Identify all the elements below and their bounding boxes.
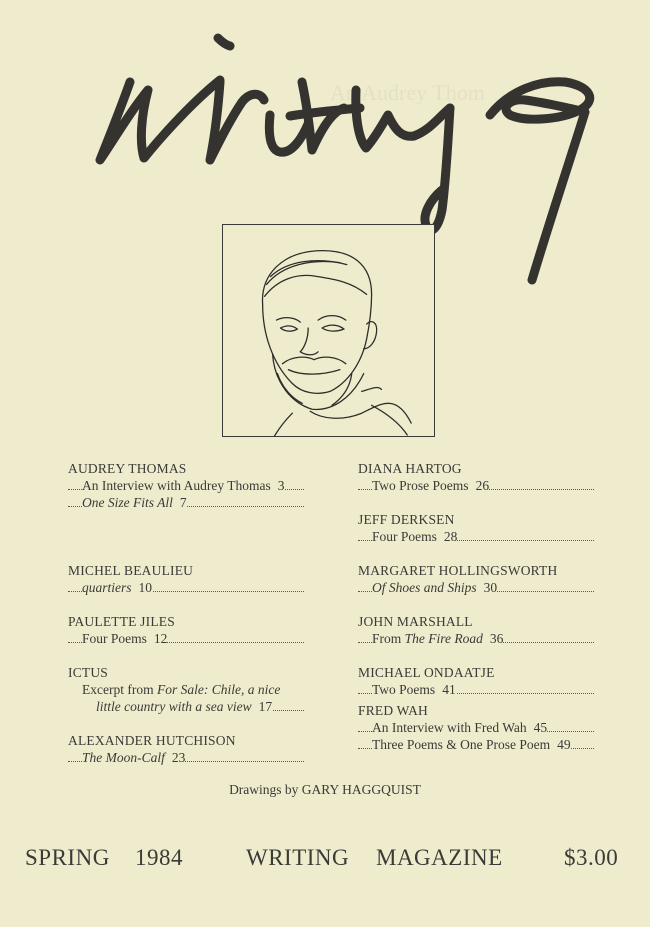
illustration-credit: Drawings by GARY HAGGQUIST (229, 782, 421, 797)
toc-entry[interactable] (358, 579, 594, 596)
entry-title: Of Shoes and Ships (372, 580, 480, 595)
portrait-illustration (223, 225, 434, 436)
toc-entry[interactable] (358, 528, 594, 545)
entry-title: An Interview with Audrey Thomas (82, 478, 274, 493)
entry-title: For Sale: Chile, a nice (156, 682, 281, 697)
entry-title: Four Poems (82, 631, 150, 646)
author-name: PAULETTE JILES (68, 614, 175, 629)
toc-entry[interactable] (68, 698, 304, 715)
page-number: 28 (440, 529, 458, 544)
toc-entry[interactable] (358, 477, 594, 494)
entry-title: Two Poems (372, 682, 438, 697)
toc-block (68, 562, 304, 596)
toc-entry[interactable] (68, 749, 304, 766)
page-number: 12 (150, 631, 168, 646)
toc-block (358, 562, 594, 596)
entry-title: Four Poems (372, 529, 440, 544)
toc-entry[interactable] (68, 630, 304, 647)
page-number: 30 (480, 580, 498, 595)
publication-name: WRITING (246, 845, 350, 870)
toc-entry[interactable] (358, 719, 594, 736)
author-name: JEFF DERKSEN (358, 512, 455, 527)
entry-title: quartiers (82, 580, 135, 595)
entry-prefix: Excerpt from (82, 682, 154, 697)
publication-name-2: MAGAZINE (376, 845, 503, 870)
entry-title: Three Poems & One Prose Poem (372, 737, 553, 752)
toc-entry[interactable] (358, 736, 594, 753)
entry-title: The Fire Road (404, 631, 483, 646)
issue-year: 1984 (135, 845, 183, 870)
toc-entry[interactable] (358, 681, 594, 698)
author-name: JOHN MARSHALL (358, 614, 473, 629)
toc-entry[interactable] (68, 579, 304, 596)
toc-entry[interactable] (68, 494, 304, 511)
toc-block (358, 664, 594, 698)
entry-title: The Moon-Calf (82, 750, 168, 765)
toc-entry[interactable] (358, 630, 594, 647)
author-name: ALEXANDER HUTCHISON (68, 733, 236, 748)
page-number: 26 (472, 478, 490, 493)
entry-title: An Interview with Fred Wah (372, 720, 530, 735)
toc-block (358, 511, 594, 545)
page-number: 7 (176, 495, 187, 510)
toc-left-column (68, 460, 304, 783)
page-number: 10 (135, 580, 153, 595)
toc-entry[interactable] (68, 477, 304, 494)
toc-block (68, 460, 304, 511)
page-number: 36 (486, 631, 504, 646)
toc-block (68, 732, 304, 766)
page-number: 23 (168, 750, 186, 765)
cover-price: $3.00 (564, 845, 619, 870)
toc-block (68, 613, 304, 647)
page-number: 49 (553, 737, 571, 752)
author-name: MICHEL BEAULIEU (68, 563, 194, 578)
portrait-drawing (222, 224, 435, 437)
toc-block (358, 702, 594, 753)
author-name: DIANA HARTOG (358, 461, 462, 476)
entry-title: Two Prose Poems (372, 478, 472, 493)
entry-prefix: From (372, 631, 402, 646)
toc-block (358, 613, 594, 647)
page-number: 45 (530, 720, 548, 735)
show-through-text: An Audrey Thom (330, 80, 485, 105)
author-name: ICTUS (68, 665, 109, 680)
page-number: 3 (274, 478, 285, 493)
author-name: AUDREY THOMAS (68, 461, 187, 476)
page-number: 17 (255, 699, 273, 714)
issue-season: SPRING (25, 845, 110, 870)
entry-title: little country with a sea view (96, 699, 255, 714)
author-name: MICHAEL ONDAATJE (358, 665, 495, 680)
toc-block (358, 460, 594, 494)
toc-entry[interactable] (68, 681, 304, 698)
toc-block (68, 664, 304, 715)
toc-right-column (358, 460, 594, 770)
author-name: MARGARET HOLLINGSWORTH (358, 563, 558, 578)
entry-title: One Size Fits All (82, 495, 176, 510)
page-number: 41 (438, 682, 456, 697)
author-name: FRED WAH (358, 703, 428, 718)
